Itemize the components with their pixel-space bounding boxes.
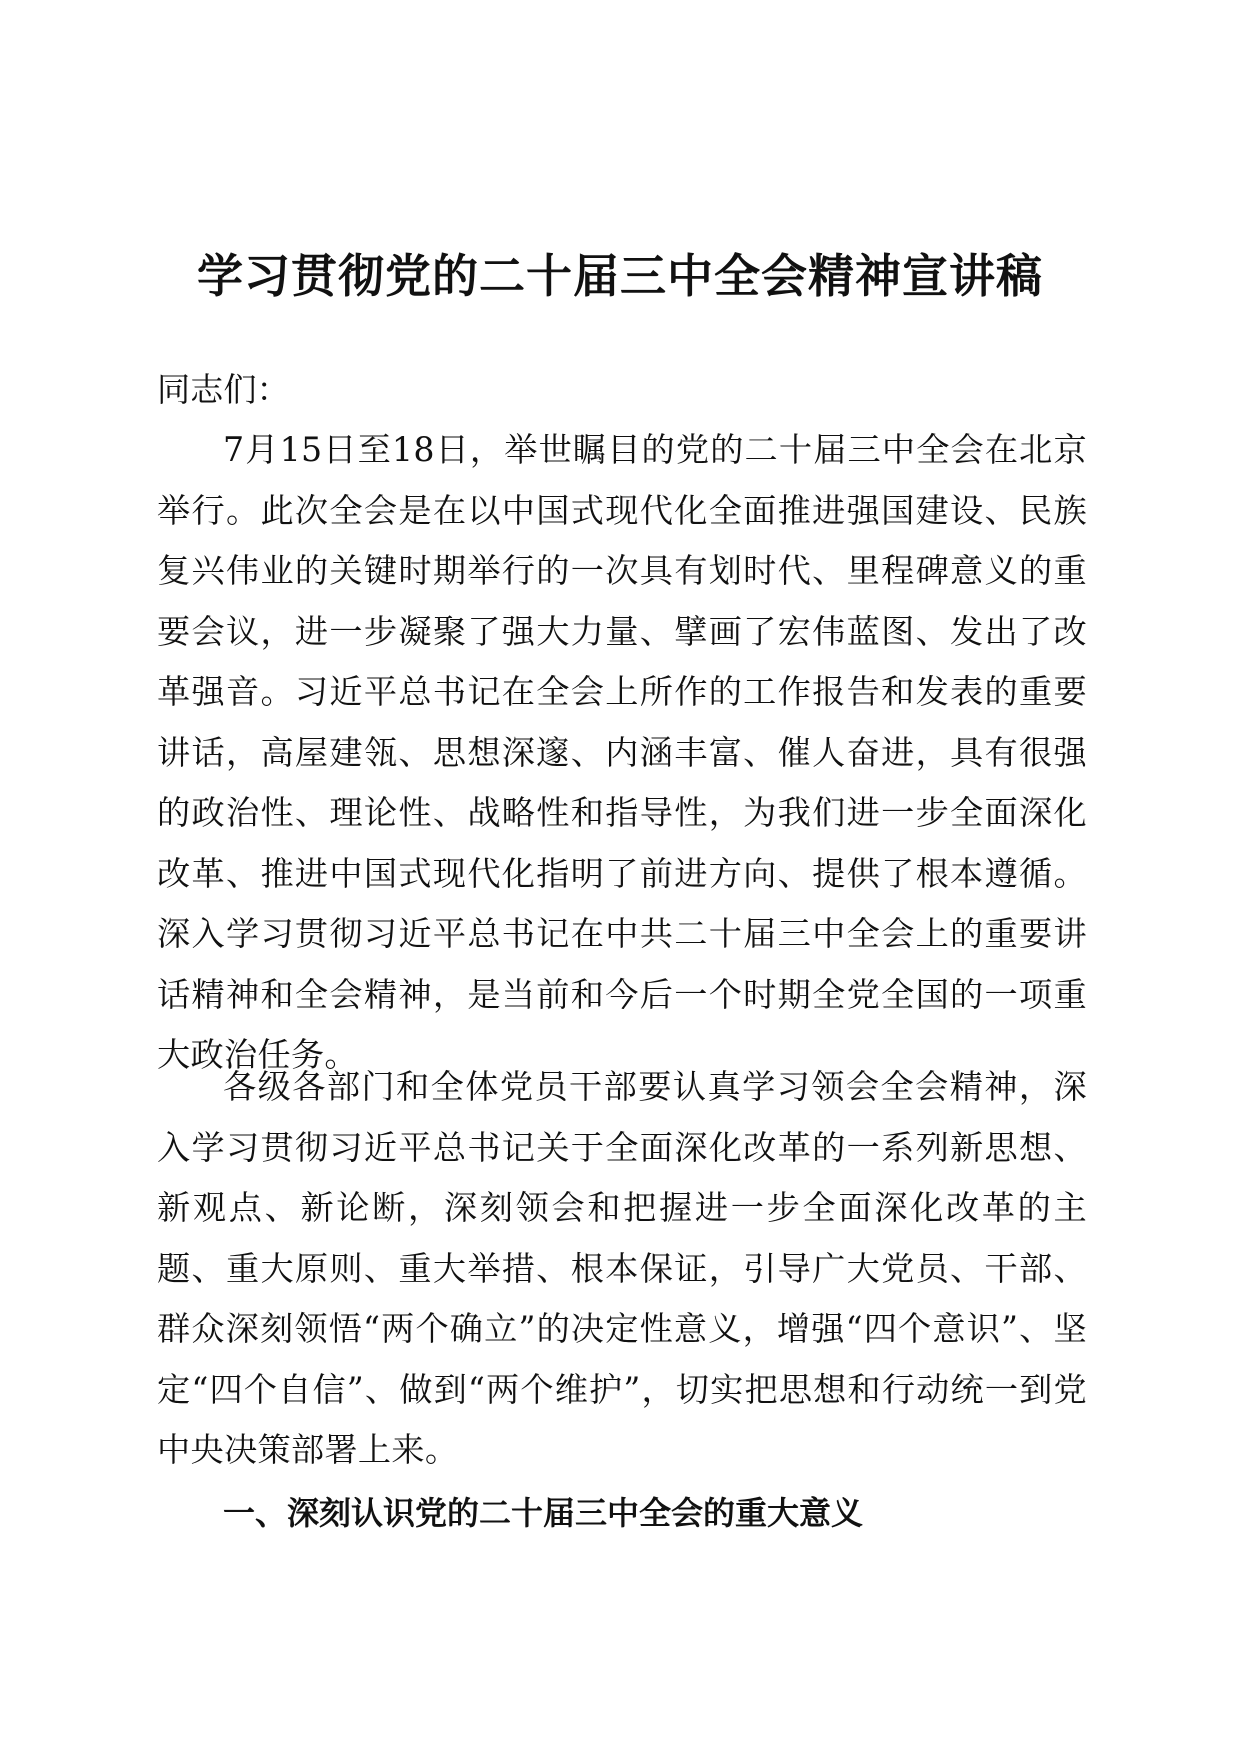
paragraph-1: 7月15日至18日，举世瞩目的党的二十届三中全会在北京举行。此次全会是在以中国式现代化全面推进强国建设、民族复兴伟业的关键时期举行的一次具有划时代、里程碑意义的重要会议，进一步凝聚了强大力量、擘画了宏伟蓝图、发出了改革强音。习近平总书记在全会上所作的工作报告和发表的重要讲话，高屋建瓴、思想深邃、内涵丰富、催人奋进，具有很强的政治性、理论性、战略性和指导性，为我们进一步全面深化改革、推进中国式现代化指明了前进方向、提供了根本遵循。深入学习贯彻习近平总书记在中共二十届三中全会上的重要讲话精神和全会精神，是当前和今后一个时期全党全国的一项重大政治任务。 — [157, 430, 1087, 1074]
salutation: 同志们： — [157, 370, 290, 409]
document-title: 学习贯彻党的二十届三中全会精神宣讲稿 — [197, 249, 1043, 303]
section-heading: 一、深刻认识党的二十届三中全会的重大意义 — [223, 1494, 864, 1532]
paragraph-2: 各级各部门和全体党员干部要认真学习领会全会精神，深入学习贯彻习近平总书记关于全面深化改革的一系列新思想、新观点、新论断，深刻领会和把握进一步全面深化改革的主题、重大原则、重大举措、根本保证，引导广大党员、干部、群众深刻领悟“两个确立”的决定性意义，增强“四个意识”、坚定“四个自信”、做到“两个维护”，切实把思想和行动统一到党中央决策部署上来。 — [157, 1067, 1087, 1469]
